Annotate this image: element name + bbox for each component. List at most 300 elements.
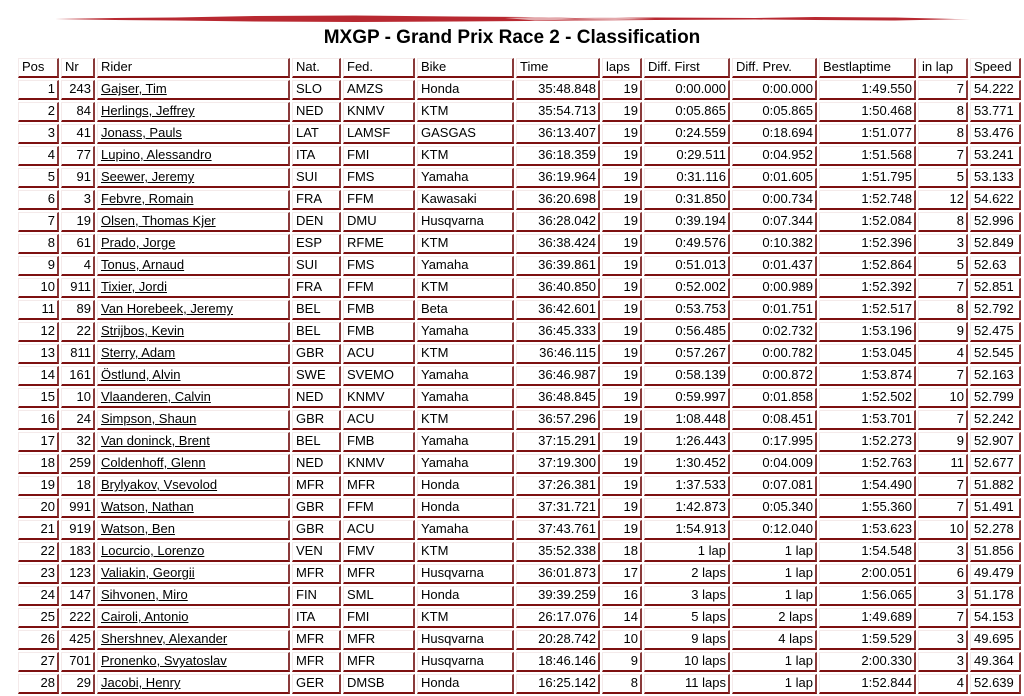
cell-bike: Honda: [417, 674, 514, 694]
header-speed[interactable]: Speed: [970, 58, 1021, 78]
cell-nr: 991: [61, 498, 95, 518]
cell-rider: [97, 542, 290, 562]
cell-diff-prev: 1 lap: [732, 542, 817, 562]
cell-diff-prev: 0:18.694: [732, 124, 817, 144]
cell-speed: 52.799: [970, 388, 1021, 408]
cell-diff-first: 0:53.753: [644, 300, 730, 320]
cell-diff-prev: 0:01.858: [732, 388, 817, 408]
cell-rider: [97, 366, 290, 386]
cell-bestlaptime: 1:56.065: [819, 586, 916, 606]
cell-speed: 52.278: [970, 520, 1021, 540]
cell-diff-first: 0:52.002: [644, 278, 730, 298]
cell-diff-prev: 0:00.989: [732, 278, 817, 298]
cell-pos: 21: [18, 520, 59, 540]
cell-laps: 14: [602, 608, 642, 628]
cell-bestlaptime: 1:53.874: [819, 366, 916, 386]
cell-in-lap: 9: [918, 322, 968, 342]
cell-bestlaptime: 1:54.490: [819, 476, 916, 496]
cell-speed: 51.491: [970, 498, 1021, 518]
cell-bike: Husqvarna: [417, 630, 514, 650]
cell-nat: NED: [292, 102, 341, 122]
cell-diff-first: 9 laps: [644, 630, 730, 650]
cell-rider: [97, 322, 290, 342]
cell-pos: 12: [18, 322, 59, 342]
cell-speed: 53.133: [970, 168, 1021, 188]
cell-speed: 53.476: [970, 124, 1021, 144]
rider-link[interactable]: Van Horebeek, Jeremy: [101, 301, 233, 316]
cell-pos: 19: [18, 476, 59, 496]
table-row: [18, 410, 1021, 430]
cell-fed: FMS: [343, 168, 415, 188]
cell-fed: ACU: [343, 344, 415, 364]
cell-fed: SML: [343, 586, 415, 606]
cell-laps: 19: [602, 124, 642, 144]
cell-diff-first: 0:31.116: [644, 168, 730, 188]
cell-diff-first: 0:58.139: [644, 366, 730, 386]
cell-bike: Husqvarna: [417, 564, 514, 584]
cell-time: 26:17.076: [516, 608, 600, 628]
cell-nat: MFR: [292, 630, 341, 650]
cell-bike: Husqvarna: [417, 652, 514, 672]
table-row: [18, 476, 1021, 496]
cell-bestlaptime: 1:51.795: [819, 168, 916, 188]
cell-pos: 3: [18, 124, 59, 144]
header-diff-first[interactable]: Diff. First: [644, 58, 730, 78]
rider-link[interactable]: Gajser, Tim: [101, 81, 167, 96]
cell-pos: 22: [18, 542, 59, 562]
cell-time: 36:45.333: [516, 322, 600, 342]
table-row: [18, 388, 1021, 408]
table-row: [18, 212, 1021, 232]
cell-bike: Yamaha: [417, 366, 514, 386]
rider-link[interactable]: Shershnev, Alexander: [101, 631, 228, 646]
rider-link[interactable]: Simpson, Shaun: [101, 411, 197, 426]
cell-nat: BEL: [292, 322, 341, 342]
cell-diff-prev: 0:05.340: [732, 498, 817, 518]
cell-nr: 24: [61, 410, 95, 430]
rider-link[interactable]: Valiakin, Georgii: [101, 565, 195, 580]
cell-fed: DMU: [343, 212, 415, 232]
cell-nat: GBR: [292, 498, 341, 518]
cell-bike: Yamaha: [417, 168, 514, 188]
cell-nat: NED: [292, 454, 341, 474]
header-bestlaptime[interactable]: Bestlaptime: [819, 58, 916, 78]
cell-fed: DMSB: [343, 674, 415, 694]
cell-nr: 911: [61, 278, 95, 298]
rider-link[interactable]: Coldenhoff, Glenn: [101, 455, 206, 470]
cell-diff-prev: 0:00.734: [732, 190, 817, 210]
cell-bike: Yamaha: [417, 256, 514, 276]
cell-diff-first: 0:00.000: [644, 80, 730, 100]
cell-bestlaptime: 1:52.502: [819, 388, 916, 408]
cell-in-lap: 8: [918, 124, 968, 144]
cell-time: 36:13.407: [516, 124, 600, 144]
cell-bestlaptime: 2:00.051: [819, 564, 916, 584]
cell-nr: 222: [61, 608, 95, 628]
cell-fed: FMI: [343, 608, 415, 628]
cell-time: 36:57.296: [516, 410, 600, 430]
cell-nr: 243: [61, 80, 95, 100]
cell-time: 37:19.300: [516, 454, 600, 474]
table-row: [18, 168, 1021, 188]
cell-diff-prev: 0:07.081: [732, 476, 817, 496]
cell-speed: 49.479: [970, 564, 1021, 584]
cell-nat: SUI: [292, 168, 341, 188]
cell-nr: 84: [61, 102, 95, 122]
cell-speed: 52.639: [970, 674, 1021, 694]
table-row: [18, 278, 1021, 298]
rider-link[interactable]: Sihvonen, Miro: [101, 587, 188, 602]
cell-time: 36:19.964: [516, 168, 600, 188]
cell-diff-prev: 0:04.009: [732, 454, 817, 474]
cell-pos: 23: [18, 564, 59, 584]
cell-pos: 25: [18, 608, 59, 628]
cell-nr: 183: [61, 542, 95, 562]
cell-diff-prev: 0:17.995: [732, 432, 817, 452]
cell-time: 36:39.861: [516, 256, 600, 276]
rider-link[interactable]: Tixier, Jordi: [101, 279, 167, 294]
cell-rider: [97, 630, 290, 650]
cell-pos: 26: [18, 630, 59, 650]
cell-in-lap: 7: [918, 476, 968, 496]
cell-in-lap: 7: [918, 366, 968, 386]
cell-speed: 52.545: [970, 344, 1021, 364]
cell-speed: 54.222: [970, 80, 1021, 100]
table-row: [18, 300, 1021, 320]
cell-rider: [97, 476, 290, 496]
cell-pos: 9: [18, 256, 59, 276]
cell-rider: [97, 410, 290, 430]
cell-rider: [97, 212, 290, 232]
rider-link[interactable]: Van doninck, Brent: [101, 433, 210, 448]
cell-bestlaptime: 1:52.392: [819, 278, 916, 298]
cell-rider: [97, 652, 290, 672]
cell-bike: Yamaha: [417, 454, 514, 474]
cell-time: 36:38.424: [516, 234, 600, 254]
cell-fed: KNMV: [343, 388, 415, 408]
cell-fed: SVEMO: [343, 366, 415, 386]
cell-laps: 19: [602, 256, 642, 276]
cell-bike: Beta: [417, 300, 514, 320]
cell-pos: 11: [18, 300, 59, 320]
cell-laps: 19: [602, 146, 642, 166]
table-row: [18, 366, 1021, 386]
cell-laps: 19: [602, 432, 642, 452]
cell-speed: 51.882: [970, 476, 1021, 496]
table-row: [18, 520, 1021, 540]
cell-nat: BEL: [292, 300, 341, 320]
header-nr[interactable]: Nr: [61, 58, 95, 78]
table-row: [18, 630, 1021, 650]
table-row: [18, 564, 1021, 584]
cell-laps: 19: [602, 410, 642, 430]
cell-nat: ITA: [292, 608, 341, 628]
cell-in-lap: 4: [918, 674, 968, 694]
cell-diff-first: 1:26.443: [644, 432, 730, 452]
cell-nr: 18: [61, 476, 95, 496]
cell-bike: KTM: [417, 278, 514, 298]
cell-laps: 19: [602, 102, 642, 122]
cell-pos: 6: [18, 190, 59, 210]
cell-time: 36:18.359: [516, 146, 600, 166]
cell-diff-first: 0:24.559: [644, 124, 730, 144]
header-bike[interactable]: Bike: [417, 58, 514, 78]
cell-rider: [97, 674, 290, 694]
cell-diff-prev: 0:08.451: [732, 410, 817, 430]
header-laps[interactable]: laps: [602, 58, 642, 78]
cell-pos: 8: [18, 234, 59, 254]
cell-rider: [97, 278, 290, 298]
cell-nr: 259: [61, 454, 95, 474]
cell-diff-first: 1:54.913: [644, 520, 730, 540]
cell-rider: [97, 168, 290, 188]
cell-bestlaptime: 1:49.550: [819, 80, 916, 100]
cell-diff-first: 0:59.997: [644, 388, 730, 408]
cell-nr: 32: [61, 432, 95, 452]
cell-bestlaptime: 1:52.864: [819, 256, 916, 276]
cell-bestlaptime: 1:52.273: [819, 432, 916, 452]
cell-in-lap: 5: [918, 168, 968, 188]
rider-link[interactable]: Strijbos, Kevin: [101, 323, 185, 338]
cell-bike: KTM: [417, 608, 514, 628]
cell-nat: GBR: [292, 344, 341, 364]
cell-laps: 16: [602, 586, 642, 606]
cell-nr: 91: [61, 168, 95, 188]
cell-fed: FMB: [343, 432, 415, 452]
cell-fed: FMS: [343, 256, 415, 276]
cell-laps: 19: [602, 322, 642, 342]
cell-speed: 53.241: [970, 146, 1021, 166]
rider-link[interactable]: Prado, Jorge: [101, 235, 176, 250]
red-brush-stroke-decoration: [55, 14, 970, 24]
header-time[interactable]: Time: [516, 58, 600, 78]
cell-in-lap: 9: [918, 432, 968, 452]
cell-fed: MFR: [343, 564, 415, 584]
rider-link[interactable]: Seewer, Jeremy: [101, 169, 195, 184]
cell-fed: FFM: [343, 278, 415, 298]
cell-in-lap: 8: [918, 212, 968, 232]
cell-bestlaptime: 1:51.077: [819, 124, 916, 144]
cell-bestlaptime: 1:53.196: [819, 322, 916, 342]
cell-nr: 425: [61, 630, 95, 650]
cell-laps: 18: [602, 542, 642, 562]
header-fed[interactable]: Fed.: [343, 58, 415, 78]
cell-bestlaptime: 1:52.517: [819, 300, 916, 320]
rider-link[interactable]: Vlaanderen, Calvin: [101, 389, 211, 404]
rider-link[interactable]: Pronenko, Svyatoslav: [101, 653, 227, 668]
cell-diff-prev: 0:00.000: [732, 80, 817, 100]
rider-link[interactable]: Febvre, Romain: [101, 191, 194, 206]
cell-nr: 811: [61, 344, 95, 364]
cell-bestlaptime: 1:52.844: [819, 674, 916, 694]
cell-bike: Yamaha: [417, 432, 514, 452]
cell-bike: Kawasaki: [417, 190, 514, 210]
table-row: [18, 674, 1021, 694]
table-row: [18, 190, 1021, 210]
cell-bestlaptime: 1:49.689: [819, 608, 916, 628]
header-in-lap[interactable]: in lap: [918, 58, 968, 78]
cell-rider: [97, 344, 290, 364]
cell-fed: FMI: [343, 146, 415, 166]
cell-speed: 53.771: [970, 102, 1021, 122]
cell-bestlaptime: 1:55.360: [819, 498, 916, 518]
cell-in-lap: 6: [918, 564, 968, 584]
cell-diff-prev: 1 lap: [732, 674, 817, 694]
cell-pos: 14: [18, 366, 59, 386]
rider-link[interactable]: Locurcio, Lorenzo: [101, 543, 205, 558]
cell-bike: Honda: [417, 476, 514, 496]
cell-laps: 19: [602, 278, 642, 298]
cell-time: 16:25.142: [516, 674, 600, 694]
cell-fed: MFR: [343, 630, 415, 650]
cell-fed: LAMSF: [343, 124, 415, 144]
header-nat[interactable]: Nat.: [292, 58, 341, 78]
rider-link[interactable]: Östlund, Alvin: [101, 367, 181, 382]
cell-pos: 7: [18, 212, 59, 232]
cell-in-lap: 4: [918, 344, 968, 364]
rider-link[interactable]: Cairoli, Antonio: [101, 609, 189, 624]
cell-pos: 28: [18, 674, 59, 694]
cell-speed: 52.677: [970, 454, 1021, 474]
cell-fed: FMB: [343, 322, 415, 342]
cell-time: 35:48.848: [516, 80, 600, 100]
cell-laps: 19: [602, 234, 642, 254]
cell-bestlaptime: 1:52.763: [819, 454, 916, 474]
cell-in-lap: 7: [918, 146, 968, 166]
cell-nat: FRA: [292, 190, 341, 210]
cell-speed: 52.996: [970, 212, 1021, 232]
cell-pos: 16: [18, 410, 59, 430]
cell-nr: 10: [61, 388, 95, 408]
cell-bike: Yamaha: [417, 322, 514, 342]
cell-diff-first: 0:31.850: [644, 190, 730, 210]
cell-diff-prev: 0:04.952: [732, 146, 817, 166]
table-header-row: [18, 58, 1021, 78]
cell-in-lap: 7: [918, 278, 968, 298]
cell-laps: 19: [602, 388, 642, 408]
cell-pos: 1: [18, 80, 59, 100]
cell-in-lap: 12: [918, 190, 968, 210]
rider-link[interactable]: Herlings, Jeffrey: [101, 103, 195, 118]
cell-diff-prev: 0:01.751: [732, 300, 817, 320]
cell-nr: 29: [61, 674, 95, 694]
page-title: MXGP - Grand Prix Race 2 - Classification: [323, 27, 701, 48]
table-row: [18, 80, 1021, 100]
cell-bike: KTM: [417, 102, 514, 122]
cell-nr: 147: [61, 586, 95, 606]
cell-diff-prev: 0:10.382: [732, 234, 817, 254]
cell-pos: 4: [18, 146, 59, 166]
cell-fed: ACU: [343, 520, 415, 540]
rider-link[interactable]: Jonass, Pauls: [101, 125, 182, 140]
cell-speed: 52.851: [970, 278, 1021, 298]
cell-time: 35:52.338: [516, 542, 600, 562]
cell-laps: 19: [602, 168, 642, 188]
cell-laps: 10: [602, 630, 642, 650]
cell-nat: FIN: [292, 586, 341, 606]
rider-link[interactable]: Olsen, Thomas Kjer: [101, 213, 216, 228]
cell-nat: VEN: [292, 542, 341, 562]
cell-diff-first: 1:42.873: [644, 498, 730, 518]
rider-link[interactable]: Brylyakov, Vsevolod: [101, 477, 218, 492]
rider-link[interactable]: Jacobi, Henry: [101, 675, 181, 690]
header-pos[interactable]: Pos: [18, 58, 59, 78]
cell-laps: 19: [602, 520, 642, 540]
cell-in-lap: 3: [918, 586, 968, 606]
cell-speed: 52.907: [970, 432, 1021, 452]
cell-pos: 5: [18, 168, 59, 188]
rider-link[interactable]: Watson, Nathan: [101, 499, 194, 514]
cell-time: 20:28.742: [516, 630, 600, 650]
cell-pos: 13: [18, 344, 59, 364]
cell-time: 36:40.850: [516, 278, 600, 298]
cell-diff-first: 3 laps: [644, 586, 730, 606]
header-rider[interactable]: Rider: [97, 58, 290, 78]
cell-pos: 20: [18, 498, 59, 518]
cell-diff-first: 0:51.013: [644, 256, 730, 276]
cell-diff-first: 1:37.533: [644, 476, 730, 496]
cell-in-lap: 8: [918, 300, 968, 320]
cell-nat: SUI: [292, 256, 341, 276]
header-diff-prev[interactable]: Diff. Prev.: [732, 58, 817, 78]
rider-link[interactable]: Sterry, Adam: [101, 345, 176, 360]
cell-nr: 19: [61, 212, 95, 232]
cell-nat: LAT: [292, 124, 341, 144]
cell-fed: ACU: [343, 410, 415, 430]
rider-link[interactable]: Tonus, Arnaud: [101, 257, 185, 272]
cell-diff-prev: 0:01.605: [732, 168, 817, 188]
cell-speed: 51.178: [970, 586, 1021, 606]
cell-laps: 19: [602, 212, 642, 232]
cell-bike: KTM: [417, 234, 514, 254]
cell-in-lap: 3: [918, 542, 968, 562]
cell-speed: 52.163: [970, 366, 1021, 386]
cell-pos: 2: [18, 102, 59, 122]
cell-rider: [97, 564, 290, 584]
cell-time: 36:48.845: [516, 388, 600, 408]
cell-rider: [97, 454, 290, 474]
cell-time: 37:26.381: [516, 476, 600, 496]
cell-speed: 49.695: [970, 630, 1021, 650]
cell-nr: 3: [61, 190, 95, 210]
cell-diff-prev: 2 laps: [732, 608, 817, 628]
cell-laps: 19: [602, 300, 642, 320]
cell-pos: 15: [18, 388, 59, 408]
cell-in-lap: 3: [918, 652, 968, 672]
cell-diff-prev: 1 lap: [732, 564, 817, 584]
cell-bestlaptime: 1:50.468: [819, 102, 916, 122]
cell-diff-prev: 0:07.344: [732, 212, 817, 232]
cell-diff-prev: 0:05.865: [732, 102, 817, 122]
cell-nat: MFR: [292, 476, 341, 496]
cell-speed: 52.63: [970, 256, 1021, 276]
cell-pos: 27: [18, 652, 59, 672]
cell-in-lap: 7: [918, 410, 968, 430]
cell-diff-first: 0:39.194: [644, 212, 730, 232]
cell-diff-prev: 0:12.040: [732, 520, 817, 540]
rider-link[interactable]: Watson, Ben: [101, 521, 175, 536]
cell-rider: [97, 234, 290, 254]
cell-bike: KTM: [417, 542, 514, 562]
cell-nat: SLO: [292, 80, 341, 100]
rider-link[interactable]: Lupino, Alessandro: [101, 147, 212, 162]
cell-pos: 10: [18, 278, 59, 298]
cell-speed: 51.856: [970, 542, 1021, 562]
cell-in-lap: 8: [918, 102, 968, 122]
cell-diff-prev: 0:00.872: [732, 366, 817, 386]
cell-nat: MFR: [292, 564, 341, 584]
cell-diff-prev: 4 laps: [732, 630, 817, 650]
